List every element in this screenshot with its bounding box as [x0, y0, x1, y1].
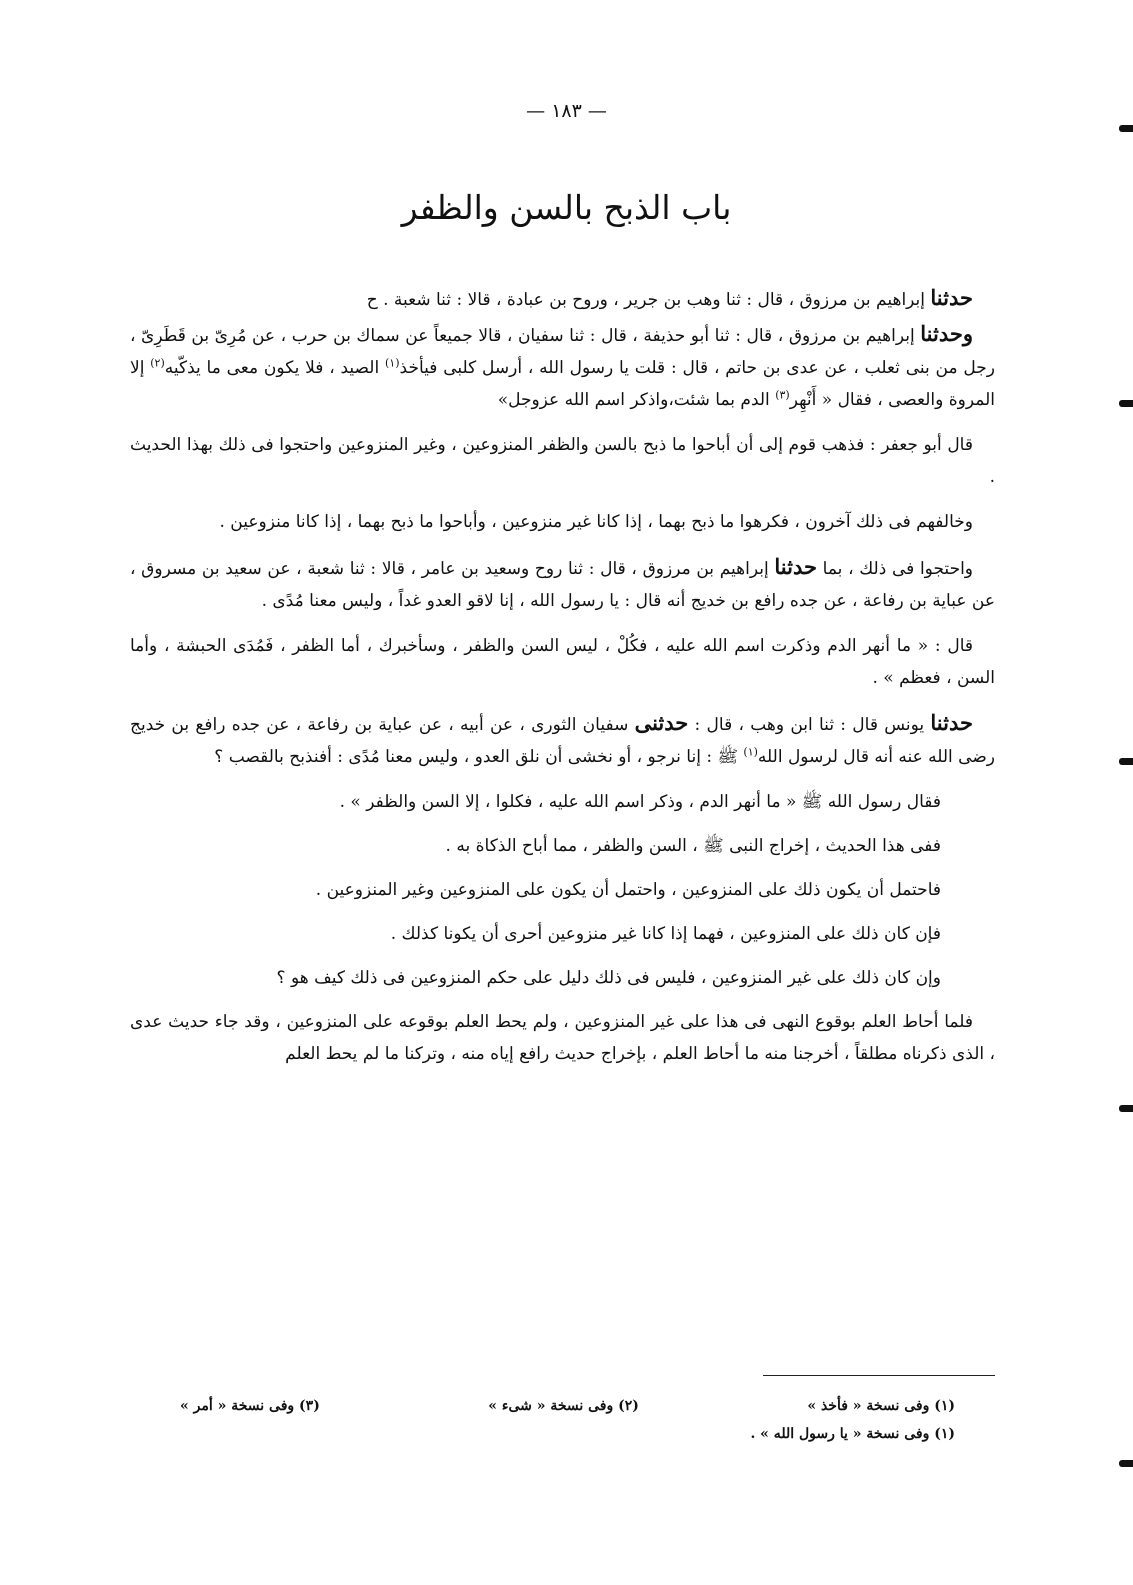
paragraph-6: قال : « ما أنهر الدم وذكرت اسم الله عليه ، فكُلْ ، ليس السن والظفر ، وسأخبرك ، أما الظفر ، فَمُدَى الحبشة ، وأما السن ، فعظم » . [130, 636, 995, 688]
paragraph-4: وخالفهم فى ذلك آخرون ، فكرهوا ما ذبح بهما ، إذا كانا غير منزوعين ، وأباحوا ما ذبح بهما ، إذا كانا منزوعين . [219, 512, 973, 532]
hadith-lead: حدثنا [930, 710, 973, 735]
footnotes [180, 1392, 955, 1448]
paragraph-10: فاحتمل أن يكون ذلك على المنزوعين ، واحتمل أن يكون على المنزوعين وغير المنزوعين . [315, 880, 941, 900]
paragraph-12: وإن كان ذلك على غير المنزوعين ، فليس فى ذلك دليل على حكم المنزوعين فى ذلك كيف هو ؟ [276, 968, 941, 988]
footnote-ref: (٢) [150, 356, 165, 370]
hadith-lead: حدثنا [774, 554, 817, 579]
paragraph-9: ففى هذا الحديث ، إخراج النبى ﷺ ، السن والظفر ، مما أباح الذكاة به . [445, 836, 941, 856]
paragraph-13: فلما أحاط العلم بوقوع النهى فى هذا على غير المنزوعين ، ولم يحط العلم بوقوعه على المنزوعين ، وقد جاء حديث عدى ، الذى ذكرناه مطلقاً ، أخرجنا منه ما أحاط العلم ، بإخراج حديث رافع إياه منه ، وتركنا ما لم يحط العلم [130, 1012, 995, 1064]
footnote-row [180, 1392, 955, 1420]
paragraph-3: قال أبو جعفر : فذهب قوم إلى أن أباحوا ما ذبح بالسن والظفر المنزوعين ، وغير المنزوعين واحتجوا فى ذلك بهذا الحديث . [130, 435, 995, 487]
margin-mark [1119, 1105, 1133, 1112]
footnote-1: (١) وفى نسخة « فأخذ » [807, 1398, 955, 1414]
margin-mark [1119, 758, 1133, 765]
chapter-title: باب الذبح بالسن والظفر [401, 188, 732, 227]
margin-mark [1119, 125, 1133, 132]
footnote-ref: (١) [743, 745, 758, 759]
footnote-ref: (٣) [775, 388, 790, 402]
paragraph-7: حدثنا يونس قال : ثنا ابن وهب ، قال : حدثنى سفيان الثورى ، عن أبيه ، عن عباية بن رفاعة ، عن جده رافع بن خديج رضى الله عنه أنه قال لرسول الله$^{(١)}$ ﷺ : إنا نرجو ، أو نخشى أن نلق العدو ، وليس معنا مُدًى : أفنذبح بالقصب ؟ [130, 710, 995, 767]
footnote-row [180, 1420, 955, 1448]
footnote-3: (٣) وفى نسخة « أمر » [180, 1398, 320, 1414]
paragraph-5: واحتجوا فى ذلك ، بما حدثنا إبراهيم بن مرزوق ، قال : ثنا روح وسعيد بن عامر ، قالا : ثنا شعبة ، عن سعيد بن مسروق ، عن عباية بن رفاعة ، عن جده رافع بن خديج أنه قال : يا رسول الله ، إنا لاقو العدو غداً ، وليس معنا مُدًى . [130, 554, 995, 611]
body-text [130, 282, 995, 1083]
hadith-lead: وحدثنا [920, 321, 973, 346]
page-number: — ١٨٣ — [526, 100, 607, 122]
footnote-ref: (١) [385, 356, 400, 370]
paragraph-11: فإن كان ذلك على المنزوعين ، فهما إذا كانا غير منزوعين أحرى أن يكونا كذلك . [390, 924, 941, 944]
margin-mark [1119, 400, 1133, 407]
paragraph-8: فقال رسول الله ﷺ « ما أنهر الدم ، وذكر اسم الله عليه ، فكلوا ، إلا السن والظفر » . [339, 792, 941, 812]
margin-mark [1119, 1460, 1133, 1467]
hadith-lead: حدثنا [930, 285, 973, 310]
footnote-4: (١) وفى نسخة « يا رسول الله » . [750, 1426, 955, 1442]
hadith-lead: حدثنى [634, 710, 689, 735]
paragraph-1: حدثنا إبراهيم بن مرزوق ، قال : ثنا وهب بن جرير ، وروح بن عبادة ، قالا : ثنا شعبة . ح [366, 285, 973, 310]
footnote-divider [763, 1375, 995, 1376]
paragraph-2: وحدثنا إبراهيم بن مرزوق ، قال : ثنا أبو حذيفة ، قال : ثنا سفيان ، قالا جميعاً عن سماك بن حرب ، عن مُرِىّ بن قَطَرِىّ ، رجل من بنى ثعلب ، عن عدى بن حاتم ، قال : قلت يا رسول الله ، أرسل كلبى فيأخذ$^{(١)}$ الصيد ، فلا يكون معى ما يذكّيه$^{(٢)}$ إلا المروة والعصى ، فقال « أَنْهِر$^{(٣)}$ الدم بما شئت،واذكر اسم الله عزوجل» [130, 321, 995, 410]
footnote-2: (٢) وفى نسخة « شىء » [488, 1398, 639, 1414]
